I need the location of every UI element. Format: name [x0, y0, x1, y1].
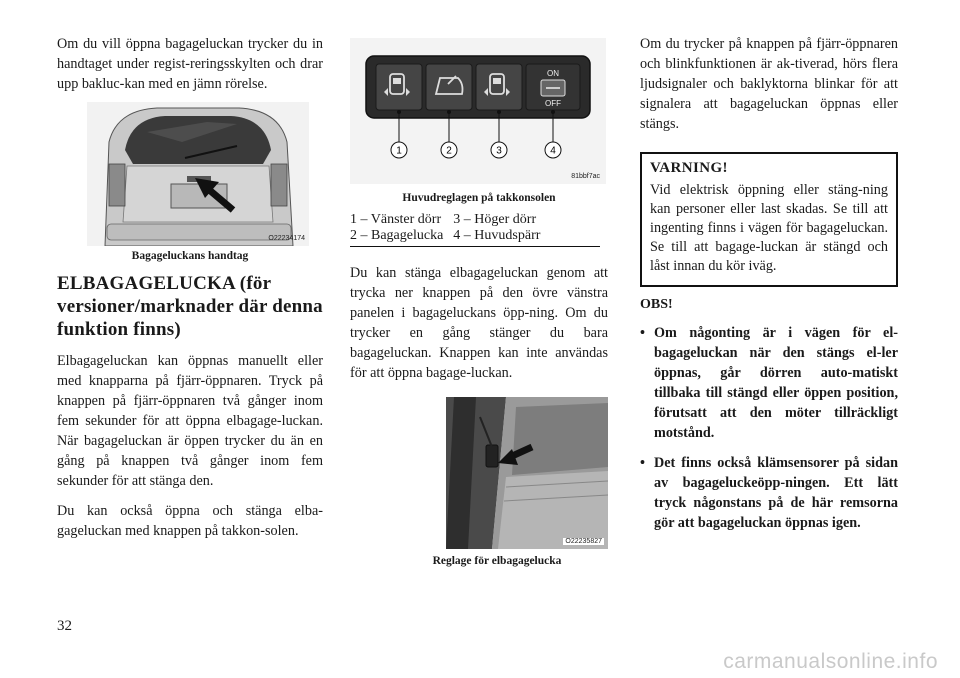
callout-2 [441, 142, 457, 158]
intro-paragraph: Om du vill öppna bagageluckan trycker du in handtaget under regist-reringsskylten och drar upp bakluc-kan med en jämn rörelse. [57, 36, 323, 92]
overhead-console-figure [350, 38, 606, 184]
column-2 [350, 38, 608, 567]
callout-4 [545, 142, 561, 158]
warning-text: Vid elektrisk öppning eller stäng-ning kan personer eller last skadas. Se till att ingenting finns i vägen för bagageluckan. Se till att bagage-luckan är stängd och låst innan du kör iväg. [650, 182, 888, 274]
section-heading: ELBAGAGELUCKA (för versioner/marknader där denna funktion finns) [57, 273, 323, 340]
figure-caption: Huvudreglagen på takkonsolen [402, 192, 556, 204]
minivan-rear-illustration [87, 102, 309, 246]
page-number: 32 [57, 618, 72, 634]
figure-caption: Bagageluckans handtag [131, 250, 249, 262]
callout-3 [491, 142, 507, 158]
figure-code: O22234174 [268, 235, 305, 242]
column-3 [640, 34, 898, 533]
warning-title: VARNING! [650, 160, 728, 176]
figure-code: O22235827 [565, 538, 602, 545]
callout-2-label: 2 [446, 145, 452, 157]
liftgate-interior-illustration [446, 397, 608, 549]
list-item: • Det finns också klämsensorer på sidan av bagageluckeöpp-ningen. Ett lätt tryck någonstans på de här remsorna gör att bagageluckan öppnas igen. [640, 453, 898, 533]
callout-1 [391, 142, 407, 158]
figure-caption: Reglage för elbagagelucka [432, 555, 562, 567]
paragraph-remote-signals: Om du trycker på knappen på fjärr-öppnaren och blinkfunktionen är ak-tiverad, hörs flera ljudsignaler och baklyktorna blinkar för att signalera att bagageluckan öppnas eller stängs. [640, 36, 898, 132]
callout-legend [350, 212, 608, 244]
liftgate-switch-figure [446, 397, 608, 549]
paragraph-overhead-console: Du kan också öppna och stänga elba-gageluckan med knappen på takkon-solen. [57, 503, 323, 539]
callout-4-label: 4 [550, 145, 556, 157]
paragraph-power-liftgate: Elbagageluckan kan öppnas manuellt eller med knapparna på fjärr-öppnaren. Tryck på knappen på fjärr-öppnaren två gånger inom fem sekunder för att öppna elbagage-luckan. När bagageluckan är öppen trycker du än en gång på knappen två gånger inom fem sekunder för att stänga den. [57, 353, 323, 489]
console-switch-panel-illustration [350, 38, 606, 184]
legend-right-column [453, 212, 540, 244]
warning-box [640, 152, 898, 287]
switch-off-label: OFF [545, 99, 561, 108]
watermark: carmanualsonline.info [723, 650, 938, 673]
callout-3-label: 3 [496, 145, 502, 157]
legend-divider [350, 246, 600, 247]
paragraph-close-button: Du kan stänga elbagageluckan genom att trycka ner knappen på den övre vänstra panelen i bagageluckans öpp-ning. Om du trycker en gång stänger du bara bagageluckan. Knappen kan inte användas för att öppna bagage-luckan. [350, 265, 608, 381]
callout-1-label: 1 [396, 145, 402, 157]
column-1 [57, 34, 323, 541]
legend-item: 3 – Höger dörr [453, 212, 537, 227]
legend-item: 2 – Bagagelucka [350, 228, 444, 243]
figure-code: 81bbf7ac [571, 173, 600, 180]
legend-item: 1 – Vänster dörr [350, 212, 442, 227]
list-item: • Om någonting är i vägen för el-bagageluckan när den stängs el-ler öppnas, går dörren auto-matiskt tillbaka till stängd eller öppen position, förutsatt att den möter tillräckligt motstånd. [640, 323, 898, 443]
note-list [640, 323, 898, 533]
legend-item: 4 – Huvudspärr [453, 228, 541, 243]
tailgate-handle-figure [87, 102, 309, 246]
note-label: OBS! [640, 297, 673, 312]
switch-on-label: ON [547, 69, 559, 78]
legend-left-column [350, 212, 443, 244]
